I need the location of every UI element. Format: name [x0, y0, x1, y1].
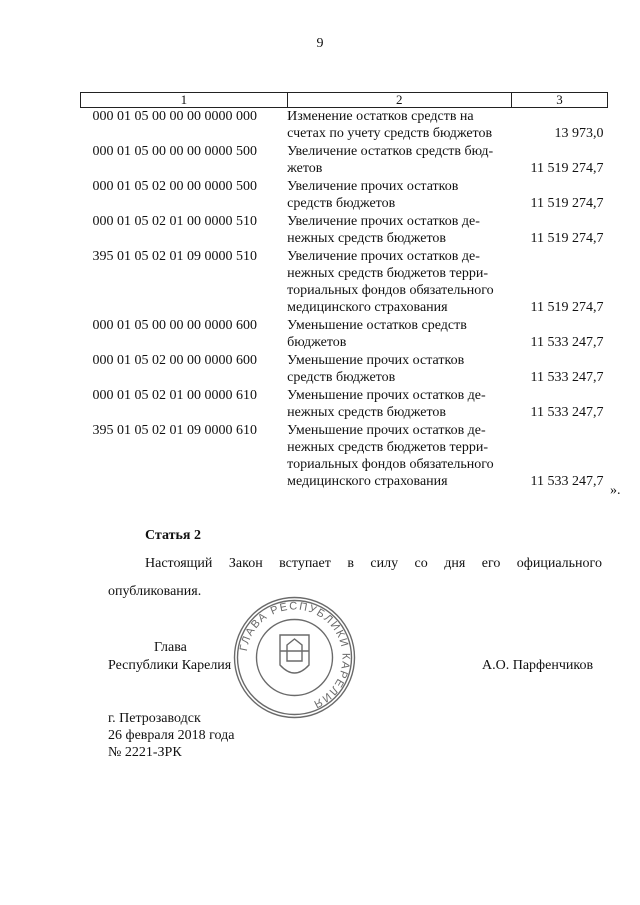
- signatory-title: Глава: [154, 640, 187, 655]
- row-name-line: ториальных фондов обязательного: [287, 457, 494, 472]
- official-seal: [232, 595, 357, 720]
- row-name: [287, 108, 511, 144]
- row-name-line: средств бюджетов: [287, 370, 396, 385]
- row-code: 000 01 05 02 00 00 0000 500: [92, 179, 257, 194]
- row-value: 11 519 274,7: [530, 231, 604, 246]
- signing-date: 26 февраля 2018 года: [108, 728, 235, 743]
- row-name: [287, 317, 511, 352]
- row-value: 11 519 274,7: [530, 161, 604, 176]
- row-value: 11 519 274,7: [530, 196, 604, 211]
- row-name: [287, 248, 511, 317]
- row-code: 000 01 05 02 01 00 0000 610: [92, 388, 257, 403]
- table-row: [81, 178, 608, 213]
- signing-city: г. Петрозаводск: [108, 711, 201, 726]
- seal-inner-ring: [257, 620, 333, 696]
- article-word: его: [481, 556, 501, 571]
- seal-outer-ring: [235, 598, 355, 718]
- table-row: [81, 143, 608, 178]
- row-code: 395 01 05 02 01 09 0000 610: [92, 423, 257, 438]
- closing-quote: ».: [610, 483, 621, 498]
- row-name-line: средств бюджетов: [287, 196, 396, 211]
- law-number: № 2221-ЗРК: [108, 745, 182, 760]
- seal-text: ГЛАВА РЕСПУБЛИКИ КАРЕЛИЯ: [237, 600, 352, 711]
- table-row: [81, 352, 608, 387]
- page-number: 9: [316, 36, 324, 51]
- row-value: 11 519 274,7: [530, 300, 604, 315]
- row-code: 000 01 05 00 00 00 0000 600: [92, 318, 257, 333]
- row-name: [287, 143, 511, 178]
- table-row: [81, 317, 608, 352]
- column-header-2: 2: [287, 93, 511, 108]
- row-name-line: медицинского страхования: [287, 474, 448, 489]
- row-name-line: Увеличение прочих остатков де-: [287, 214, 480, 229]
- row-name: [287, 352, 511, 387]
- row-name: [287, 387, 511, 422]
- row-name-line: Уменьшение прочих остатков: [287, 353, 465, 368]
- row-code: 000 01 05 02 01 00 0000 510: [92, 214, 257, 229]
- seal-bear-figure-icon: [287, 639, 302, 661]
- row-name-line: нежных средств бюджетов: [287, 405, 446, 420]
- row-code: 000 01 05 00 00 00 0000 000: [92, 109, 257, 124]
- budget-sources-table: [80, 92, 608, 491]
- row-name-line: бюджетов: [287, 335, 347, 350]
- row-name-line: медицинского страхования: [287, 300, 448, 315]
- table-header-row: [81, 93, 608, 108]
- row-name-line: счетах по учету средств бюджетов: [287, 126, 493, 141]
- row-code: 000 01 05 02 00 00 0000 600: [92, 353, 257, 368]
- row-name-line: Изменение остатков средств на: [287, 109, 474, 124]
- seal-coat-of-arms-shield-icon: [280, 635, 309, 673]
- table-body: [81, 108, 608, 492]
- signatory-organization: Республики Карелия: [108, 658, 232, 673]
- table-row: [81, 213, 608, 248]
- article-heading: Статья 2: [145, 528, 201, 543]
- place-date-block: [108, 710, 235, 761]
- row-code: 395 01 05 02 01 09 0000 510: [92, 249, 257, 264]
- row-name-line: ториальных фондов обязательного: [287, 283, 494, 298]
- table-row: [81, 248, 608, 317]
- article-word: в: [347, 556, 354, 571]
- row-name-line: Уменьшение прочих остатков де-: [287, 388, 486, 403]
- signatory-name: А.О. Парфенчиков: [482, 658, 594, 673]
- article-word: силу: [370, 556, 399, 571]
- row-name-line: Уменьшение остатков средств: [287, 318, 467, 333]
- row-value: 13 973,0: [554, 126, 604, 141]
- row-code: 000 01 05 00 00 00 0000 500: [92, 144, 257, 159]
- row-name-line: Увеличение остатков средств бюд-: [287, 144, 494, 159]
- row-name: [287, 422, 511, 491]
- row-name: [287, 178, 511, 213]
- row-value: 11 533 247,7: [530, 474, 604, 489]
- table-row: [81, 108, 608, 144]
- svg-text:ГЛАВА РЕСПУБЛИКИ КАРЕЛИЯ: [238, 600, 352, 710]
- column-header-3: 3: [511, 93, 607, 108]
- article-word: со: [414, 556, 428, 571]
- article-word: Настоящий: [145, 556, 213, 571]
- row-name-line: Увеличение прочих остатков: [287, 179, 459, 194]
- article-word: дня: [444, 556, 466, 571]
- row-name-line: нежных средств бюджетов: [287, 231, 446, 246]
- article-word: вступает: [279, 556, 331, 571]
- article-text-line-1: [108, 550, 602, 578]
- row-name-line: нежных средств бюджетов терри-: [287, 440, 488, 455]
- table-row: [81, 387, 608, 422]
- row-value: 11 533 247,7: [530, 405, 604, 420]
- article-word: Закон: [228, 556, 263, 571]
- column-header-1: 1: [81, 93, 288, 108]
- row-value: 11 533 247,7: [530, 335, 604, 350]
- row-name-line: Уменьшение прочих остатков де-: [287, 423, 486, 438]
- row-value: 11 533 247,7: [530, 370, 604, 385]
- table-row: [81, 422, 608, 491]
- article-word: официального: [516, 556, 602, 571]
- article-text-line-2: опубликования.: [108, 584, 202, 599]
- row-name-line: нежных средств бюджетов терри-: [287, 266, 488, 281]
- row-name-line: Увеличение прочих остатков де-: [287, 249, 480, 264]
- row-name: [287, 213, 511, 248]
- row-name-line: жетов: [287, 161, 323, 176]
